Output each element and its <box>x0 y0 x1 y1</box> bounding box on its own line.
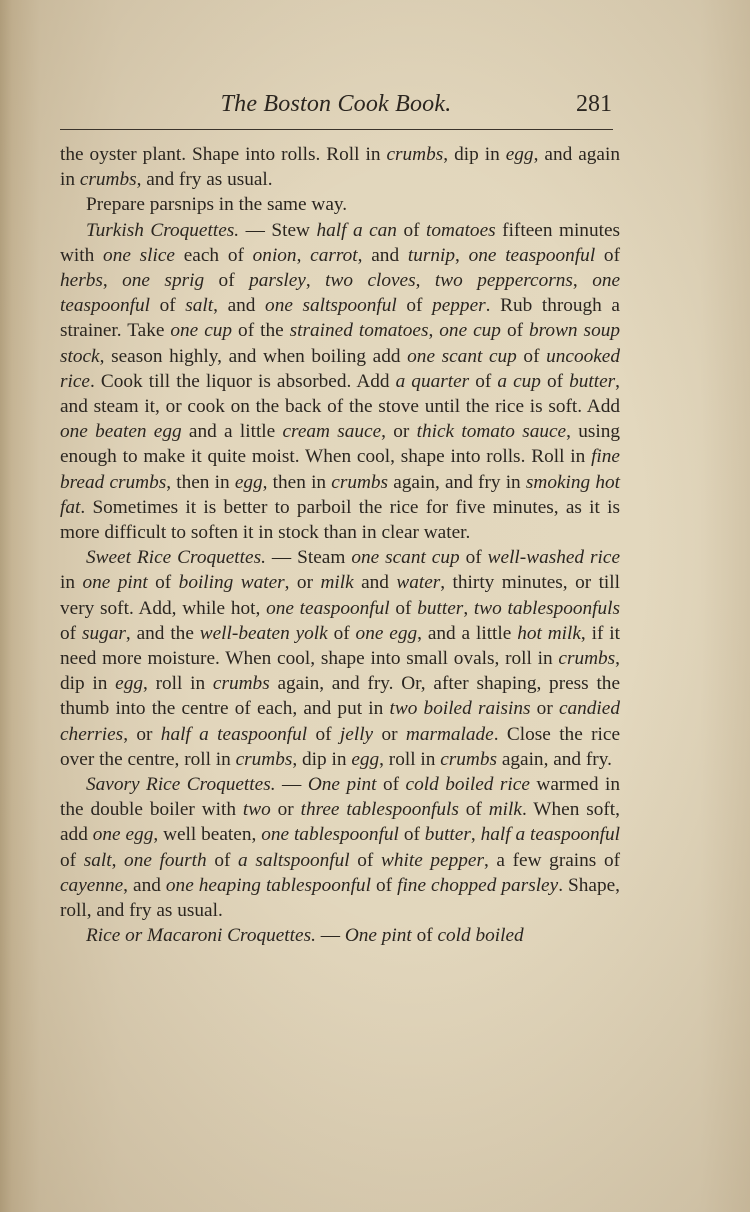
text-run: , <box>470 824 481 846</box>
text-run: , <box>296 244 311 266</box>
text-run: , or <box>123 723 161 745</box>
text-run: , dip in <box>292 748 352 770</box>
italic-text: One pint <box>307 774 377 796</box>
page-header <box>60 88 612 124</box>
italic-text: crumbs <box>440 748 497 770</box>
italic-text: two cloves <box>325 270 416 292</box>
text-run: — Steam <box>265 547 352 569</box>
text-run: of <box>459 547 488 569</box>
italic-text: crumbs <box>79 169 137 191</box>
text-run: Prepare parsnips in the same way. <box>86 194 348 216</box>
italic-text: salt <box>185 295 214 317</box>
italic-text: one pint <box>82 572 148 594</box>
text-run: , and again in <box>60 144 620 191</box>
text-run: each of <box>174 244 253 266</box>
text-run: . Close the rice over the centre, roll in <box>60 723 620 770</box>
italic-text: cream sauce <box>282 421 382 443</box>
italic-text: one fourth <box>124 849 207 871</box>
text-run: again, and fry. <box>497 748 612 770</box>
text-run: of <box>516 345 547 367</box>
italic-text: crumbs <box>558 648 616 670</box>
italic-text: strained tomatoes <box>289 320 429 342</box>
text-run: or <box>270 799 301 821</box>
italic-text: butter <box>569 370 616 392</box>
text-run: , roll in <box>143 673 213 695</box>
text-run: , if it need more moisture. When cool, shape into small ovals, roll in <box>60 622 620 670</box>
text-run: , <box>463 597 474 619</box>
text-run: of <box>389 597 418 619</box>
italic-text: cold boiled rice <box>405 774 530 796</box>
text-run: of <box>147 572 179 594</box>
text-run: , using enough to make it quite moist. When cool, shape into rolls. Roll in <box>60 421 620 468</box>
italic-text: fine bread crumbs <box>60 446 620 493</box>
italic-text: one beaten egg <box>60 421 182 443</box>
paragraph <box>60 218 620 546</box>
text-run: of <box>500 320 529 342</box>
italic-text: one scant cup <box>351 547 460 569</box>
italic-text: Savory Rice Croquettes. <box>86 774 276 796</box>
text-run: of <box>307 723 340 745</box>
text-run: of <box>458 799 489 821</box>
italic-text: tomatoes <box>426 219 496 241</box>
text-run: . Rub through a strainer. Take <box>60 295 620 342</box>
italic-text: egg <box>505 144 534 165</box>
italic-text: a saltspoonful <box>238 849 350 871</box>
italic-text: butter <box>417 597 464 619</box>
text-run: , a few grains of <box>483 849 621 871</box>
italic-text: smoking hot fat <box>60 471 620 518</box>
italic-text: two <box>242 799 271 821</box>
italic-text: Sweet Rice Croquettes. <box>86 547 266 569</box>
text-run: , and <box>357 244 408 266</box>
italic-text: parsley <box>249 270 306 292</box>
italic-text: crumbs <box>235 748 293 770</box>
italic-text: marmalade <box>405 723 494 745</box>
italic-text: one cup <box>170 320 233 342</box>
italic-text: Turkish Croquettes. <box>86 219 240 241</box>
text-run: of <box>396 219 427 241</box>
italic-text: white pepper <box>380 849 484 871</box>
italic-text: crumbs <box>331 471 389 493</box>
text-run: , <box>572 270 593 292</box>
text-run: of <box>376 774 406 796</box>
text-run: , <box>111 849 125 871</box>
text-run: , or <box>284 572 321 594</box>
italic-text: egg <box>351 748 380 770</box>
text-run: of <box>149 295 186 317</box>
italic-text: one tablespoonful <box>261 824 399 846</box>
text-run: of <box>349 849 381 871</box>
italic-text: one scant cup <box>407 345 517 367</box>
paragraph <box>60 192 620 217</box>
text-run: . Sometimes it is better to parboil the rice for five minutes, as it is more difficult to soften it in stock than in clear water. <box>60 496 620 544</box>
text-run: of the <box>232 320 290 342</box>
italic-text: carrot <box>310 244 358 266</box>
text-run: , and fry as usual. <box>136 169 273 191</box>
page-body <box>60 142 620 949</box>
italic-text: a quarter <box>395 370 470 392</box>
italic-text: brown soup stock <box>60 320 620 367</box>
page-number: 281 <box>576 91 612 117</box>
text-run: . When soft, add <box>60 799 620 846</box>
text-run: of <box>540 370 570 392</box>
text-run: in <box>60 572 83 594</box>
italic-text: one teaspoonful <box>468 244 596 266</box>
italic-text: crumbs <box>212 673 270 695</box>
italic-text: well-beaten yolk <box>199 622 328 644</box>
text-run: , season highly, and when boiling add <box>99 345 408 367</box>
text-run: again, and fry in <box>388 471 526 493</box>
italic-text: cold boiled <box>437 925 524 947</box>
italic-text: onion <box>252 244 297 266</box>
italic-text: jelly <box>339 723 374 745</box>
italic-text: turnip <box>407 244 455 266</box>
text-run: of <box>370 874 398 896</box>
italic-text: water <box>396 572 441 594</box>
running-head: The Boston Cook Book. <box>220 91 452 117</box>
italic-text: two tablespoonfuls <box>473 597 621 619</box>
italic-text: one egg <box>92 824 154 846</box>
italic-text: two peppercorns <box>434 270 573 292</box>
italic-text: Rice or Macaroni Croquettes. <box>86 925 316 947</box>
text-run: , and <box>213 295 266 317</box>
text-run: again, and fry. Or, after shaping, press the thumb into the centre of each, and put in <box>60 673 620 720</box>
text-run: of <box>595 244 620 266</box>
text-run: , roll in <box>379 748 441 770</box>
text-run: of <box>60 849 84 871</box>
italic-text: half a teaspoonful <box>480 824 621 846</box>
text-run: of <box>206 849 239 871</box>
italic-text: boiling water <box>178 572 285 594</box>
italic-text: candied cherries <box>60 698 620 745</box>
text-run: and a little <box>181 421 283 443</box>
text-run: , <box>455 244 469 266</box>
italic-text: salt <box>83 849 112 871</box>
text-run: , <box>102 270 123 292</box>
italic-text: one sprig <box>122 270 205 292</box>
italic-text: one teaspoonful <box>266 597 390 619</box>
text-run: of <box>398 824 425 846</box>
italic-text: One pint <box>344 925 412 947</box>
paragraph <box>60 772 620 923</box>
italic-text: one heaping tablespoonful <box>165 874 371 896</box>
italic-text: well-washed rice <box>487 547 621 569</box>
paragraph <box>60 923 620 948</box>
paragraph <box>60 142 620 192</box>
italic-text: one slice <box>103 244 175 266</box>
text-run: or <box>530 698 559 720</box>
text-run: of <box>204 270 250 292</box>
text-run: of <box>411 925 438 947</box>
italic-text: half a can <box>316 219 397 241</box>
text-run: , and steam it, or cook on the back of the stove until the rice is soft. Add <box>60 370 620 418</box>
italic-text: herbs <box>60 270 103 292</box>
italic-text: one saltspoonful <box>265 295 397 317</box>
text-run: , <box>305 270 326 292</box>
text-run: of <box>396 295 433 317</box>
italic-text: sugar <box>81 622 126 644</box>
text-run: , then in <box>166 471 235 493</box>
paragraph <box>60 545 620 772</box>
text-run: , dip in <box>443 144 506 165</box>
italic-text: pepper <box>432 295 486 317</box>
italic-text: hot milk <box>517 622 581 644</box>
italic-text: one teaspoonful <box>60 270 621 317</box>
text-run: or <box>373 723 406 745</box>
text-run: — Stew <box>239 219 317 241</box>
text-run: of <box>60 622 82 644</box>
italic-text: uncooked rice <box>60 345 621 392</box>
text-run: the oyster plant. Shape into rolls. Roll in <box>60 144 387 165</box>
italic-text: half a teaspoonful <box>160 723 308 745</box>
italic-text: one cup <box>439 320 501 342</box>
text-run: , and <box>123 874 166 896</box>
header-rule <box>60 129 613 130</box>
text-run: , dip in <box>60 648 620 695</box>
italic-text: butter <box>424 824 471 846</box>
text-run: . Cook till the liquor is absorbed. Add <box>89 370 396 392</box>
italic-text: two boiled raisins <box>389 698 531 720</box>
text-run: , and a little <box>417 622 518 644</box>
text-run: , thirty minutes, or till very soft. Add, while hot, <box>60 572 620 619</box>
text-run: warmed in the double boiler with <box>60 774 621 821</box>
text-run: and <box>353 572 397 594</box>
italic-text: fine chopped parsley <box>397 874 559 896</box>
text-run: , <box>415 270 435 292</box>
text-run: . Shape, roll, and fry as usual. <box>60 874 620 922</box>
italic-text: egg <box>234 471 263 493</box>
text-run: , well beaten, <box>153 824 262 846</box>
italic-text: crumbs <box>386 144 444 165</box>
text-run: of <box>469 370 498 392</box>
italic-text: milk <box>320 572 354 594</box>
text-run: fifteen minutes with <box>60 219 621 266</box>
italic-text: one egg <box>355 622 418 644</box>
text-run: , then in <box>262 471 332 493</box>
text-run: — <box>315 925 345 947</box>
italic-text: cayenne <box>60 874 124 896</box>
italic-text: three tablespoonfuls <box>300 799 459 821</box>
italic-text: a cup <box>497 370 541 392</box>
text-run: , or <box>381 421 417 443</box>
text-run: , <box>428 320 440 342</box>
text-run: of <box>327 622 356 644</box>
text-run: — <box>275 774 308 796</box>
italic-text: thick tomato sauce <box>416 421 567 443</box>
text-run: , and the <box>125 622 200 644</box>
italic-text: milk <box>488 799 522 821</box>
italic-text: egg <box>115 673 144 695</box>
